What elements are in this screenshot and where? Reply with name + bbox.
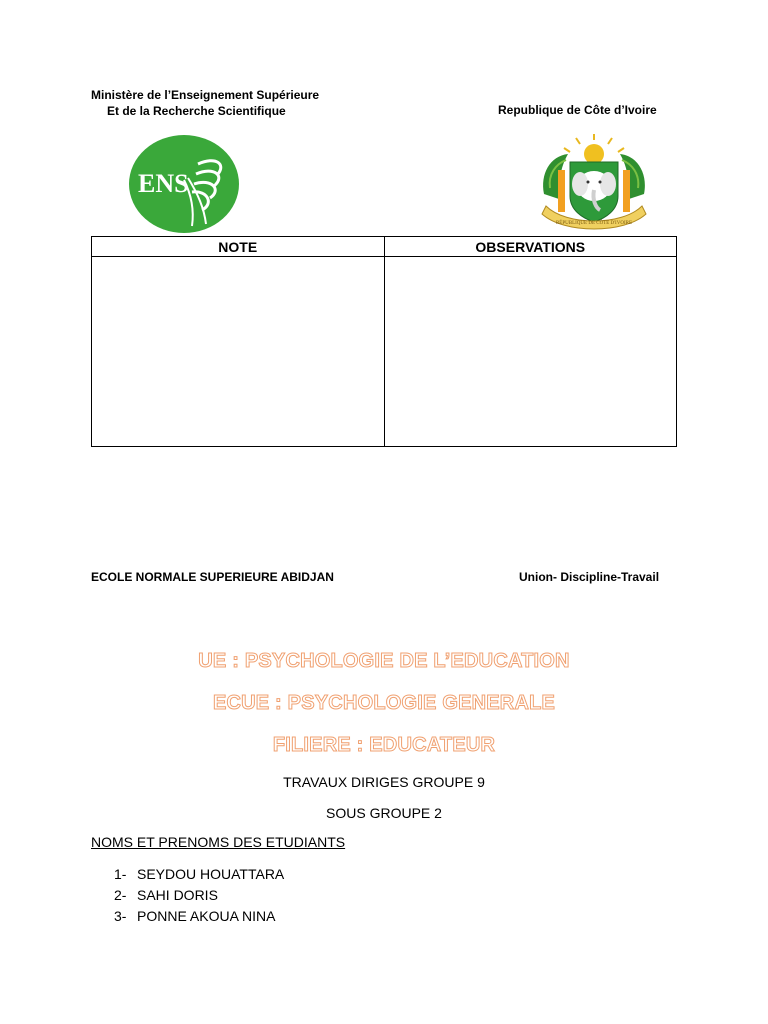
list-item — [114, 906, 284, 927]
filiere-title: FILIERE : EDUCATEUR — [272, 734, 496, 756]
ue-title: UE : PSYCHOLOGIE DE L’EDUCATION — [198, 650, 570, 672]
td-group-label: TRAVAUX DIRIGES GROUPE 9 — [283, 774, 485, 790]
observations-header: OBSERVATIONS — [384, 237, 677, 257]
student-number: 1- — [114, 866, 127, 882]
list-item — [114, 885, 284, 906]
republic-label: Republique de Côte d’Ivoire — [498, 103, 657, 117]
ministry-line-2: Et de la Recherche Scientifique — [107, 104, 286, 118]
ministry-header — [91, 87, 319, 119]
ens-logo-text: ENS — [138, 169, 189, 198]
observations-cell[interactable] — [384, 257, 677, 447]
student-number: 2- — [114, 887, 127, 903]
note-cell[interactable] — [92, 257, 385, 447]
student-number: 3- — [114, 908, 127, 924]
ministry-line-1: Ministère de l’Enseignement Supérieure — [91, 88, 320, 102]
school-name: ECOLE NORMALE SUPERIEURE ABIDJAN — [91, 570, 334, 584]
subgroup-label: SOUS GROUPE 2 — [326, 805, 442, 821]
students-heading: NOMS ET PRENOMS DES ETUDIANTS — [91, 834, 346, 850]
coat-of-arms-logo — [536, 134, 652, 232]
student-name: SAHI DORIS — [137, 887, 218, 903]
grade-table — [91, 236, 677, 447]
grade-table-header-row — [92, 237, 677, 257]
note-header: NOTE — [92, 237, 385, 257]
student-list — [114, 864, 284, 927]
coat-of-arms-ribbon-text: RÉPUBLIQUE DE CÔTE D'IVOIRE — [555, 221, 633, 226]
ecue-title: ECUE : PSYCHOLOGIE GENERALE — [212, 692, 556, 714]
ens-logo — [128, 134, 240, 234]
student-name: PONNE AKOUA NINA — [137, 908, 276, 924]
list-item — [114, 864, 284, 885]
national-motto: Union- Discipline-Travail — [519, 570, 660, 584]
student-name: SEYDOU HOUATTARA — [137, 866, 285, 882]
grade-table-body-row — [92, 257, 677, 447]
